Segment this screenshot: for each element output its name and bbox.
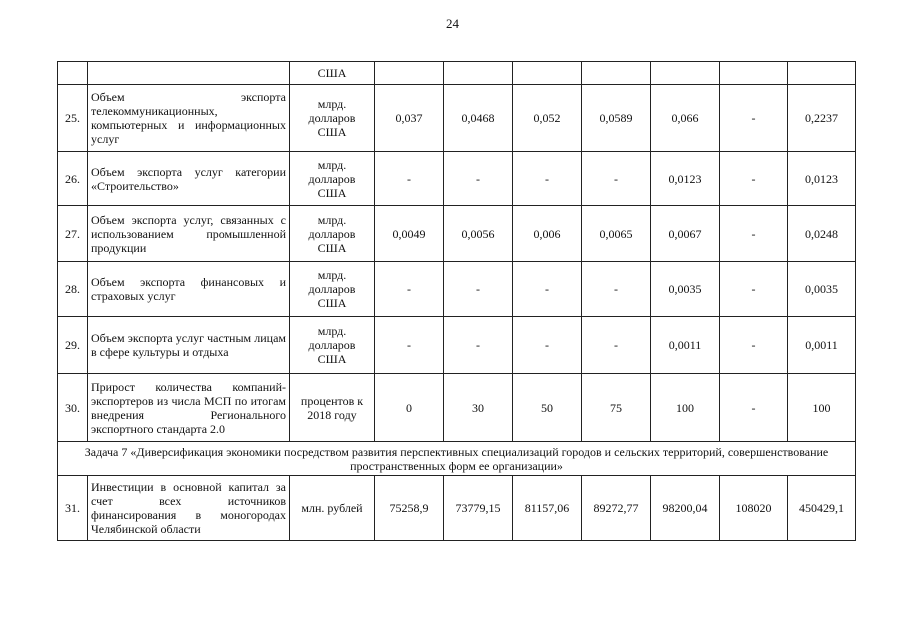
value-cell: 89272,77 xyxy=(582,476,651,541)
value-cell: 0,0589 xyxy=(582,85,651,152)
unit: процентов к 2018 году xyxy=(290,374,375,442)
table-row xyxy=(58,317,856,374)
value-cell: 0,006 xyxy=(513,206,582,262)
row-number: 27. xyxy=(58,206,88,262)
value-cell: 0,0468 xyxy=(444,85,513,152)
value-cell: - xyxy=(375,152,444,206)
value-cell: 0,0056 xyxy=(444,206,513,262)
value-cell: - xyxy=(375,262,444,317)
value-cell: - xyxy=(582,152,651,206)
unit: млн. рублей xyxy=(290,476,375,541)
value-cell: 108020 xyxy=(720,476,788,541)
unit-cell: США xyxy=(290,62,375,85)
value-cell: 75 xyxy=(582,374,651,442)
value-cell: 81157,06 xyxy=(513,476,582,541)
value-cell: 75258,9 xyxy=(375,476,444,541)
table-row xyxy=(58,85,856,152)
total-cell: 0,0011 xyxy=(788,317,856,374)
row-number: 28. xyxy=(58,262,88,317)
value-cell: 0,0123 xyxy=(651,152,720,206)
table-row-continued xyxy=(58,62,856,85)
table-row xyxy=(58,206,856,262)
value-cell: - xyxy=(720,152,788,206)
row-number: 25. xyxy=(58,85,88,152)
value-cell: - xyxy=(513,262,582,317)
row-number: 31. xyxy=(58,476,88,541)
indicator-name: Объем экспорта финансовых и страховых услуг xyxy=(88,262,290,317)
unit: млрд. долларов США xyxy=(290,206,375,262)
table-row xyxy=(58,374,856,442)
value-cell: 0,0035 xyxy=(651,262,720,317)
value-cell: - xyxy=(375,317,444,374)
total-cell: 0,0123 xyxy=(788,152,856,206)
total-cell: 0,2237 xyxy=(788,85,856,152)
value-cell: 50 xyxy=(513,374,582,442)
value-cell: 98200,04 xyxy=(651,476,720,541)
value-cell: 0,0011 xyxy=(651,317,720,374)
value-cell: - xyxy=(720,206,788,262)
indicators-table xyxy=(57,61,856,541)
indicator-name: Объем экспорта услуг частным лицам в сфере культуры и отдыха xyxy=(88,317,290,374)
unit: млрд. долларов США xyxy=(290,317,375,374)
value-cell: 73779,15 xyxy=(444,476,513,541)
table-row xyxy=(58,152,856,206)
row-number-cell xyxy=(58,62,88,85)
value-cell: 0,037 xyxy=(375,85,444,152)
total-cell: 0,0248 xyxy=(788,206,856,262)
task-heading-row xyxy=(58,442,856,476)
indicator-name: Инвестиции в основной капитал за счет всех источников финансирования в моногородах Челябинской области xyxy=(88,476,290,541)
row-number: 29. xyxy=(58,317,88,374)
indicator-name-cell xyxy=(88,62,290,85)
value-cell: 0,052 xyxy=(513,85,582,152)
value-cell: - xyxy=(720,374,788,442)
value-cell: - xyxy=(582,262,651,317)
value-cell: 100 xyxy=(651,374,720,442)
value-cell: 0,0049 xyxy=(375,206,444,262)
value-cell: - xyxy=(444,152,513,206)
value-cell: 0 xyxy=(375,374,444,442)
value-cell: - xyxy=(582,317,651,374)
unit: млрд. долларов США xyxy=(290,262,375,317)
indicator-name: Прирост количества компаний-экспортеров из числа МСП по итогам внедрения Регионального экспортного стандарта 2.0 xyxy=(88,374,290,442)
page-number: 24 xyxy=(446,16,459,31)
total-cell: 100 xyxy=(788,374,856,442)
total-cell: 0,0035 xyxy=(788,262,856,317)
task-heading: Задача 7 «Диверсификация экономики посредством развития перспективных специализаций городов и сельских территорий, совершенствование пространственных форм ее организации» xyxy=(58,442,856,476)
table-row xyxy=(58,262,856,317)
row-number: 26. xyxy=(58,152,88,206)
value-cell: 0,066 xyxy=(651,85,720,152)
value-cell: - xyxy=(720,262,788,317)
value-cell: - xyxy=(720,317,788,374)
unit: млрд. долларов США xyxy=(290,85,375,152)
row-number: 30. xyxy=(58,374,88,442)
unit: млрд. долларов США xyxy=(290,152,375,206)
value-cell: - xyxy=(444,317,513,374)
value-cell: 30 xyxy=(444,374,513,442)
table-row xyxy=(58,476,856,541)
indicator-name: Объем экспорта телекоммуникационных, компьютерных и информационных услуг xyxy=(88,85,290,152)
value-cell: 0,0065 xyxy=(582,206,651,262)
total-cell: 450429,1 xyxy=(788,476,856,541)
value-cell: 0,0067 xyxy=(651,206,720,262)
value-cell: - xyxy=(513,317,582,374)
indicator-name: Объем экспорта услуг, связанных с использованием промышленной продукции xyxy=(88,206,290,262)
indicator-name: Объем экспорта услуг категории «Строительство» xyxy=(88,152,290,206)
value-cell: - xyxy=(444,262,513,317)
value-cell: - xyxy=(720,85,788,152)
value-cell: - xyxy=(513,152,582,206)
